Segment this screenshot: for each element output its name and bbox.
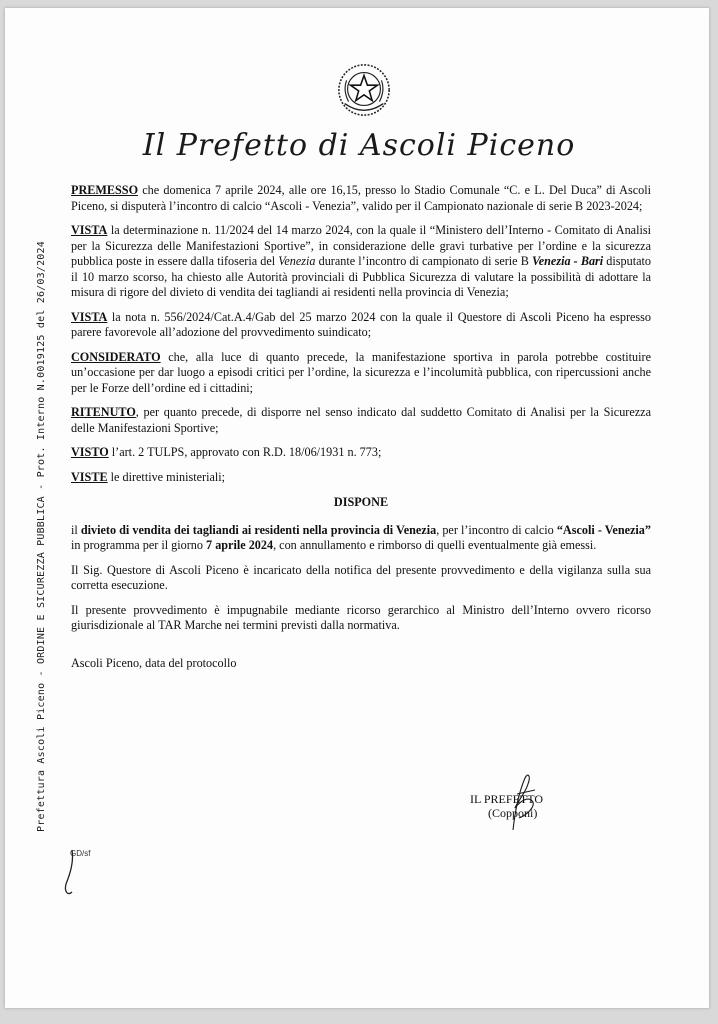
margin-scribble xyxy=(58,848,80,898)
paragraph-vista-nota xyxy=(71,310,651,341)
paragraph-text: che, alla luce di quanto precede, la manifestazione sportiva in parola potrebbe costituire un’occasione per dar luogo a episodi critici per l’ordine, la sicurezza e l’incolumità pubblica, con ripercussioni anche per le Forze dell’ordine ed i cittadini; xyxy=(71,349,651,395)
keyword-vista: VISTA xyxy=(71,223,108,237)
paragraph-text: la nota n. 556/2024/Cat.A.4/Gab del 25 marzo 2024 con la quale il Questore di Ascoli Piceno ha espresso parere favorevole all’adozione del provvedimento suindicato; xyxy=(71,309,651,339)
paragraph-text: l’art. 2 TULPS, approvato con R.D. 18/06/1931 n. 773; xyxy=(108,445,382,459)
keyword-considerato: CONSIDERATO xyxy=(71,349,161,364)
paragraph-premesso xyxy=(71,183,651,214)
paragraph-ritenuto xyxy=(71,405,651,436)
paragraph-text-bold: divieto di vendita dei tagliandi ai residenti nella provincia di Venezia xyxy=(80,522,437,537)
paragraph-questore: Il Sig. Questore di Ascoli Piceno è incaricato della notifica del presente provvedimento e della vigilanza sulla sua corretta esecuzione. xyxy=(71,562,651,592)
paragraph-text: , per l’incontro di calcio xyxy=(436,522,557,537)
keyword-premesso: PREMESSO xyxy=(71,183,139,197)
document-body xyxy=(71,183,651,680)
keyword-ritenuto: RITENUTO xyxy=(71,405,136,419)
italian-republic-emblem-icon xyxy=(335,61,393,119)
paragraph-text: le direttive ministeriali; xyxy=(107,469,226,484)
dispone-heading: DISPONE xyxy=(333,495,389,509)
document-heading: Il Prefetto di Ascoli Piceno xyxy=(142,128,576,163)
paragraph-ricorso: Il presente provvedimento è impugnabile mediante ricorso gerarchico al Ministro dell’Interno ovvero ricorso giurisdizionale al TAR Marche nei termini previsti dalla normativa. xyxy=(71,602,651,632)
typist-initials: GD/sf xyxy=(70,849,91,858)
paragraph-text: in programma per il giorno xyxy=(71,538,207,552)
place-date: Ascoli Piceno, data del protocollo xyxy=(71,655,237,670)
paragraph-text-italic: Venezia xyxy=(278,254,316,268)
paragraph-text: che domenica 7 aprile 2024, alle ore 16,15, presso lo Stadio Comunale “C. e L. Del Duca” di Ascoli Piceno, si disputerà l’incontro di calcio “Ascoli - Venezia”, valido per il Campionato nazionale di serie B 2023-2024; xyxy=(71,183,651,213)
keyword-visto: VISTO xyxy=(71,445,109,459)
paragraph-text-italic: Venezia - Bari xyxy=(531,254,604,268)
paragraph-text: , per quanto precede, di disporre nel senso indicato dal suddetto Comitato di Analisi per la Sicurezza delle Manifestazioni Sportive; xyxy=(71,405,651,435)
paragraph-considerato xyxy=(71,350,651,397)
paragraph-vista-determinazione xyxy=(71,223,651,301)
paragraph-text: durante l’incontro di campionato di serie B xyxy=(315,254,532,268)
paragraph-text: , con annullamento e rimborso di quelli eventualmente già emessi. xyxy=(273,538,597,552)
keyword-vista: VISTA xyxy=(71,309,108,324)
paragraph-text-bold: “Ascoli - Venezia” xyxy=(556,522,651,537)
paragraph-text: disputato il 10 marzo scorso, ha chiesto alle Autorità provinciali di Pubblica Sicurezza di valutare la possibilità di adottare la misura di rigore del divieto di vendita dei tagliandi ai residenti nella provincia di Venezia; xyxy=(71,254,651,299)
signature-name: (Copponi) xyxy=(488,806,538,820)
signature-title: IL PREFETTO xyxy=(470,792,544,806)
paragraph-decision xyxy=(71,523,651,554)
protocol-stamp xyxy=(36,818,47,832)
paragraph-text: il xyxy=(71,522,81,537)
signature-block xyxy=(470,792,543,820)
paragraph-visto xyxy=(71,445,651,461)
paragraph-viste xyxy=(71,470,651,486)
paragraph-text: la determinazione n. 11/2024 del 14 marzo 2024, con la quale il “Ministero dell’Interno - Comitato di Analisi per la Sicurezza delle Manifestazioni Sportive”, in considerazione delle gravi turbative per l’ordine e la sicurezza pubblica poste in essere dalla tifoseria del xyxy=(71,223,651,268)
paragraph-text-bold: 7 aprile 2024 xyxy=(206,538,274,552)
keyword-viste: VISTE xyxy=(71,469,108,484)
